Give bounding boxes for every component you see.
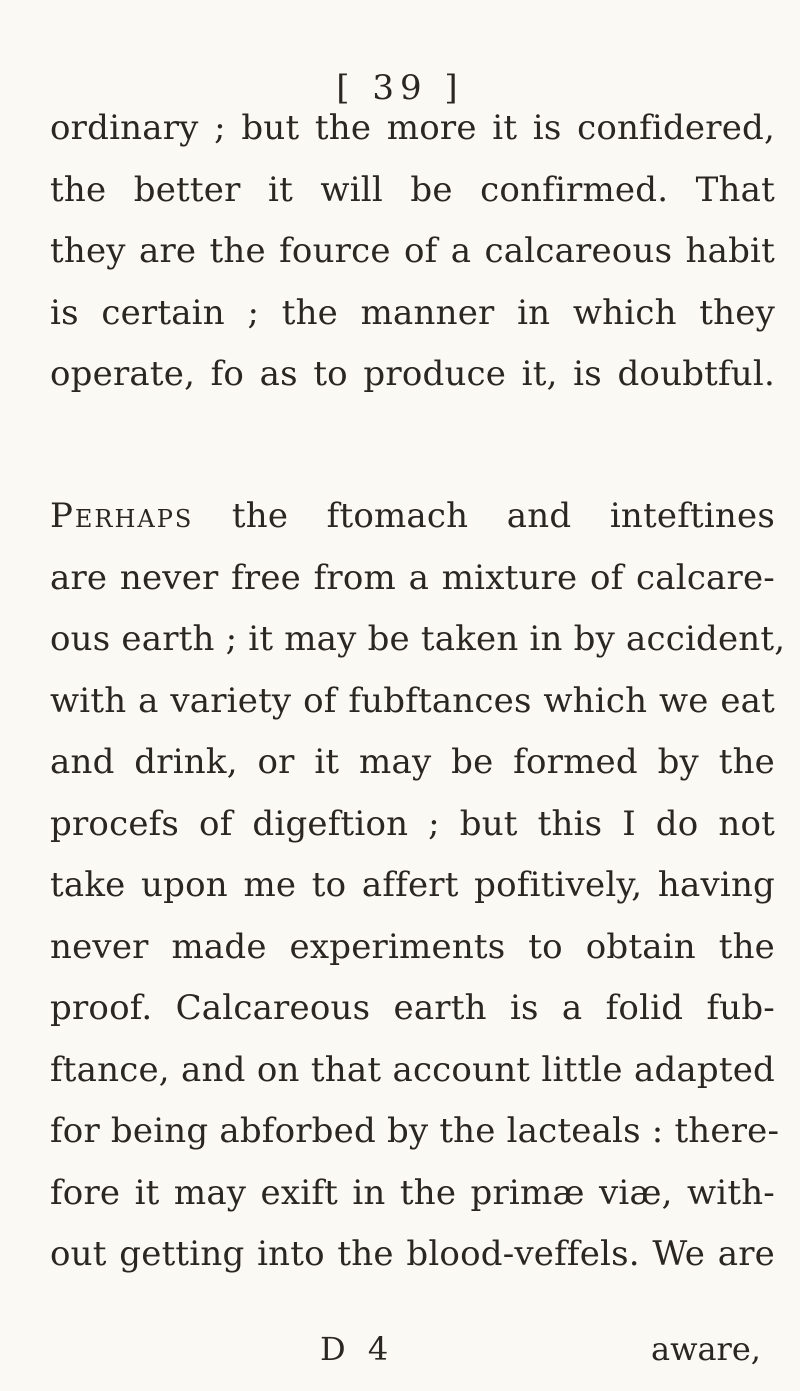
text-line: with a variety of fubftances which we eat xyxy=(50,680,775,721)
text-line: ftance, and on that account little adapted xyxy=(50,1049,775,1090)
text-line: for being abforbed by the lacteals : there- xyxy=(50,1111,780,1151)
text-line: proof. Calcareous earth is a folid fub- xyxy=(50,988,775,1028)
catchword: aware, xyxy=(651,1330,761,1368)
text-line: out getting into the blood-veffels. We are xyxy=(50,1234,775,1274)
text-line: procefs of digeftion ; but this I do not xyxy=(50,803,775,844)
page-footer xyxy=(0,1330,800,1374)
text-line: ordinary ; but the more it is confidered, xyxy=(50,108,775,148)
paragraph-2 xyxy=(50,486,786,1286)
text-line: they are the fource of a calcareous habit xyxy=(50,231,775,271)
signature-mark: D 4 xyxy=(320,1330,395,1368)
text-line: and drink, or it may be formed by the xyxy=(50,742,775,782)
text-line: is certain ; the manner in which they xyxy=(50,292,775,333)
text-line: fore it may exift in the primæ viæ, with- xyxy=(50,1172,775,1213)
text-line: the better it will be confirmed. That xyxy=(50,169,775,210)
opening-line-rest: the ftomach and inteftines xyxy=(193,496,775,536)
text-line-opening xyxy=(50,486,775,548)
text-line: ous earth ; it may be taken in by accident, xyxy=(50,619,786,659)
page-number: [ 39 ] xyxy=(336,68,464,108)
opening-word: Perhaps xyxy=(50,496,194,536)
text-line: are never free from a mixture of calcare- xyxy=(50,557,775,598)
text-line: never made experiments to obtain the xyxy=(50,926,775,967)
text-line: take upon me to affert pofitively, having xyxy=(50,865,775,905)
paragraph-1 xyxy=(50,98,775,406)
text-line: operate, fo as to produce it, is doubtful. xyxy=(50,354,775,394)
